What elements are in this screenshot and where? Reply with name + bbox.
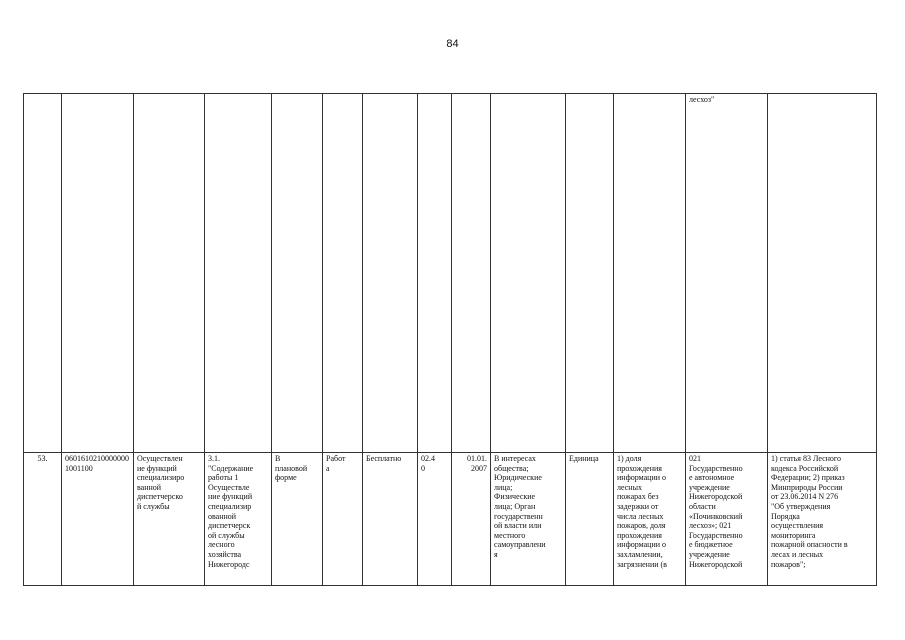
payment: Бесплатно bbox=[366, 454, 402, 463]
cell-text: лесхоз" bbox=[689, 95, 715, 104]
okved: 02.4 0 bbox=[421, 454, 435, 473]
table-cell bbox=[323, 94, 363, 453]
service-form: В плановой форме bbox=[275, 454, 308, 483]
payment-cell bbox=[363, 453, 418, 586]
table-cell bbox=[134, 94, 205, 453]
service-name: Осуществлен ие функций специализиро ванной диспетчерско й службы bbox=[137, 454, 185, 511]
table-cell bbox=[418, 94, 452, 453]
table-cell bbox=[614, 94, 686, 453]
table-cell-institutions-continued bbox=[686, 94, 768, 453]
service-content: 3.1. "Содержание работы 1 Осуществле ние функций специализир ованной диспетчерск ой службы лесного хозяйства Нижегородс bbox=[208, 454, 254, 569]
institutions-cell bbox=[686, 453, 768, 586]
date-cell bbox=[452, 453, 491, 586]
service-content-cell bbox=[205, 453, 272, 586]
service-type: Работ а bbox=[326, 454, 346, 473]
table-cell bbox=[566, 94, 614, 453]
row-number-cell bbox=[24, 453, 62, 586]
legal-basis-cell bbox=[768, 453, 877, 586]
table-cell bbox=[62, 94, 134, 453]
table-row-53 bbox=[24, 453, 877, 586]
service-name-cell bbox=[134, 453, 205, 586]
indicators: 1) доля прохождения информации о лесных пожарах без задержки от числа лесных пожаров, доля прохождения информации о захламлении, загрязнении (в bbox=[617, 454, 667, 569]
table-cell bbox=[24, 94, 62, 453]
legal-basis: 1) статья 83 Лесного кодекса Российской Федерации; 2) приказ Минприроды России от 23.06.2014 N 276 "Об утверждения Порядка осуществления мониторинга пожарной опасности в лесах и лесных пожаров"; bbox=[771, 454, 848, 569]
okved-cell bbox=[418, 453, 452, 586]
date: 01.01. 2007 bbox=[467, 454, 487, 473]
institutions: 021 Государственно е автономное учреждение Нижегородской области «Починковский лесхоз»; 021 Государственно е бюджетное учреждение Нижегородской bbox=[689, 454, 743, 569]
table-cell bbox=[491, 94, 566, 453]
unit: Единица bbox=[569, 454, 599, 463]
table-cell bbox=[272, 94, 323, 453]
consumers: В интересах общества; Юридические лица; Физические лица; Орган государственн ой власти или местного самоуправлени я bbox=[494, 454, 546, 559]
consumers-cell bbox=[491, 453, 566, 586]
registry-code-cell bbox=[62, 453, 134, 586]
table-cell bbox=[363, 94, 418, 453]
registry-code: 06016102100000001001100 bbox=[65, 454, 129, 473]
table-cell bbox=[205, 94, 272, 453]
table-cell bbox=[768, 94, 877, 453]
unit-cell bbox=[566, 453, 614, 586]
row-number: 53. bbox=[37, 454, 48, 463]
table-row-continuation bbox=[24, 94, 877, 453]
service-type-cell bbox=[323, 453, 363, 586]
table-cell bbox=[452, 94, 491, 453]
service-form-cell bbox=[272, 453, 323, 586]
indicators-cell bbox=[614, 453, 686, 586]
page-number: 84 bbox=[446, 38, 459, 50]
services-registry-table bbox=[23, 93, 877, 586]
